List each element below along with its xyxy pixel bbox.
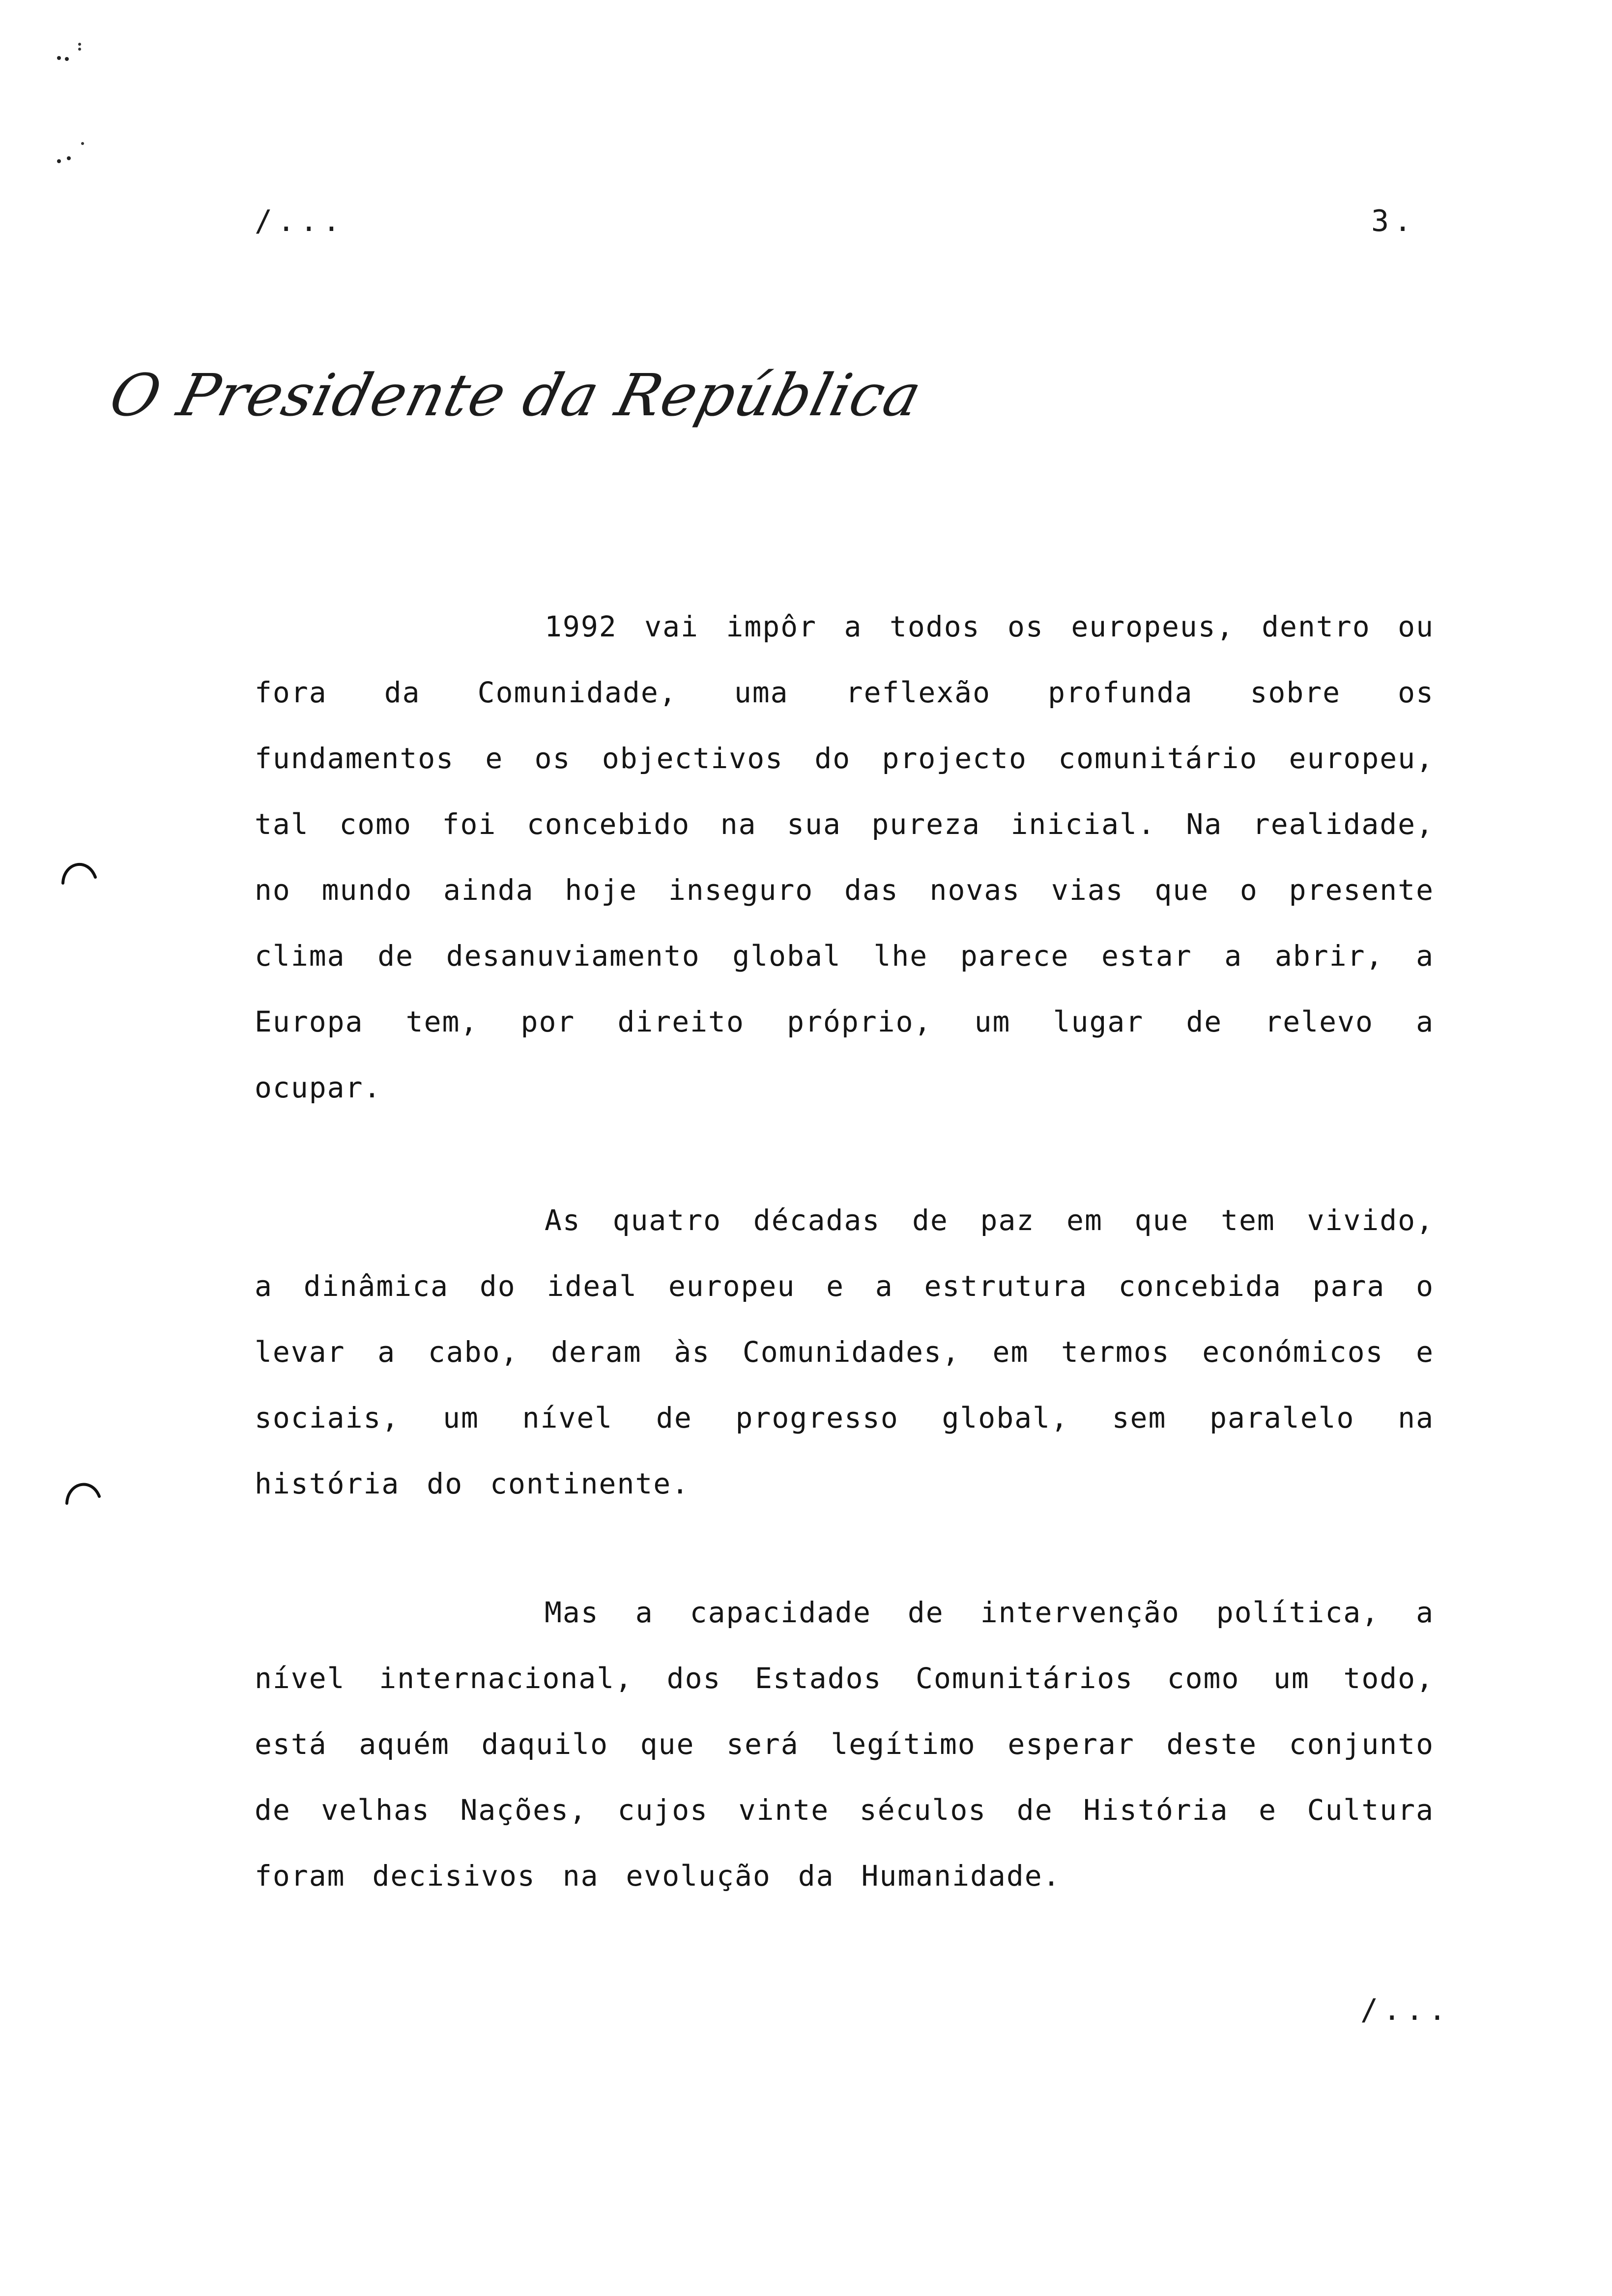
paragraph-2 bbox=[255, 1187, 1434, 1517]
continuation-mark-bottom: /... bbox=[1360, 1993, 1451, 2027]
letterhead-title: O Presidente da República bbox=[103, 361, 929, 429]
punch-hole-mark-icon bbox=[59, 853, 98, 892]
punch-hole-mark-icon bbox=[63, 1472, 102, 1511]
paragraph-1 bbox=[255, 594, 1434, 1120]
paragraph-3 bbox=[255, 1579, 1434, 1909]
continuation-mark-top: /... bbox=[255, 204, 345, 238]
paragraph-3-text: Mas a capacidade de intervenção política, a nível internacional, dos Estados Comunitários como um todo, está aquém daquilo que será legítimo esperar deste conjunto de velhas Nações, cujos vinte séculos de História e Cultura foram decisivos na evolução da Humanidade. bbox=[255, 1596, 1434, 1893]
scan-specks bbox=[49, 29, 108, 172]
paragraph-1-text: 1992 vai impôr a todos os europeus, dentro ou fora da Comunidade, uma reflexão profunda sobre os fundamentos e os objectivos do projecto comunitário europeu, tal como foi concebido na sua pureza inicial. Na realidade, no mundo ainda hoje inseguro das novas vias que o presente clima de desanuviamento global lhe parece estar a abrir, a Europa tem, por direito próprio, um lugar de relevo a ocupar. bbox=[255, 610, 1434, 1104]
paragraph-2-text: As quatro décadas de paz em que tem vivido, a dinâmica do ideal europeu e a estrutura concebida para o levar a cabo, deram às Comunidades, em termos económicos e sociais, um nível de progresso global, sem paralelo na história do continente. bbox=[255, 1204, 1434, 1500]
page-number: 3. bbox=[1371, 204, 1417, 238]
